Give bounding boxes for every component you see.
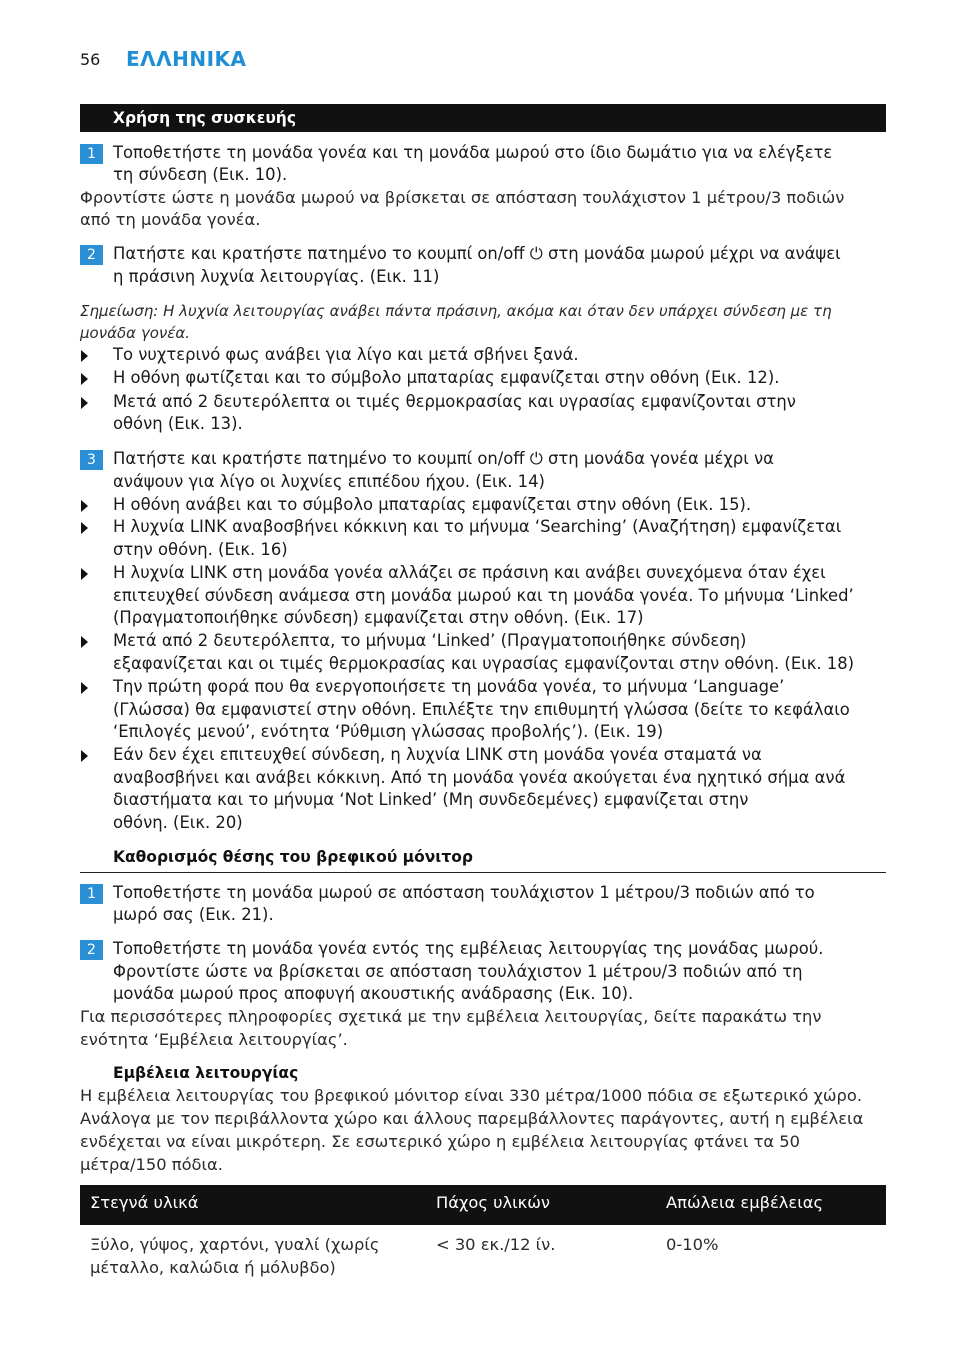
bullet-text-line: ‘Επιλογές μενού’, ενότητα ‘Ρύθμιση γλώσσας προβολής’). (Εικ. 19) xyxy=(113,722,664,741)
bullet-text-line: εξαφανίζεται και οι τιμές θερμοκρασίας και υγρασίας εμφανίζονται στην οθόνη. (Εικ. 18) xyxy=(113,654,855,673)
note-text-line: Φροντίστε ώστε η μονάδα μωρού να βρίσκεται σε απόσταση τουλάχιστον 1 μέτρου/3 ποδιών xyxy=(80,188,845,207)
heading-divider xyxy=(80,872,886,873)
bullet-text-line: (Γλώσσα) θα εμφανιστεί στην οθόνη. Επιλέξτε την επιθυμητή γλώσσα (δείτε το κεφάλαιο xyxy=(113,700,850,719)
bullet-arrow-icon xyxy=(81,522,88,534)
step-number-badge: 3 xyxy=(80,450,103,470)
step-text-line: ανάψουν για λίγο οι λυχνίες επιπέδου ήχου. (Εικ. 14) xyxy=(113,472,545,491)
paragraph-line: μέτρα/150 πόδια. xyxy=(80,1155,223,1174)
step-text-line: Πατήστε και κρατήστε πατημένο το κουμπί on/off ⏻ στη μονάδα γονέα μέχρι να xyxy=(113,449,774,468)
table-cell-thickness: < 30 εκ./12 ίν. xyxy=(436,1235,556,1254)
bullet-text-line: αναβοσβήνει και ανάβει κόκκινη. Από τη μονάδα γονέα ακούγεται ένα ηχητικό σήμα ανά xyxy=(113,768,846,787)
bullet-arrow-icon xyxy=(81,350,88,362)
step-text-line: Φροντίστε ώστε να βρίσκεται σε απόσταση τουλάχιστον 1 μέτρου/3 ποδιών από τη xyxy=(113,962,803,981)
step-text-line: η πράσινη λυχνία λειτουργίας. (Εικ. 11) xyxy=(113,267,440,286)
italic-note-line: Σημείωση: Η λυχνία λειτουργίας ανάβει πάντα πράσινη, ακόμα και όταν δεν υπάρχει σύνδεση με τη xyxy=(80,302,832,320)
step-number-badge: 2 xyxy=(80,245,103,265)
bullet-text-line: Την πρώτη φορά που θα ενεργοποιήσετε τη μονάδα γονέα, το μήνυμα ‘Language’ xyxy=(113,677,785,696)
step-number-badge: 2 xyxy=(80,940,103,960)
column-header-material: Στεγνά υλικά xyxy=(90,1193,199,1212)
step-text-line: Τοποθετήστε τη μονάδα μωρού σε απόσταση τουλάχιστον 1 μέτρου/3 ποδιών από το xyxy=(113,883,815,902)
paragraph-line: ενδέχεται να είναι μικρότερη. Σε εσωτερικό χώρο η εμβέλεια λειτουργίας φτάνει τα 50 xyxy=(80,1132,801,1151)
table-cell-material: Ξύλο, γύψος, χαρτόνι, γυαλί (χωρίς xyxy=(90,1235,380,1254)
bullet-arrow-icon xyxy=(81,373,88,385)
step-number-badge: 1 xyxy=(80,884,103,904)
note-text-line: από τη μονάδα γονέα. xyxy=(80,210,261,229)
bullet-text-line: Το νυχτερινό φως ανάβει για λίγο και μετά σβήνει ξανά. xyxy=(113,345,579,364)
bullet-text-line: Η λυχνία LINK στη μονάδα γονέα αλλάζει σε πράσινη και ανάβει συνεχόμενα όταν έχει xyxy=(113,563,826,582)
bullet-arrow-icon xyxy=(81,500,88,512)
bullet-text-line: (Πραγματοποιήθηκε σύνδεση) εμφανίζεται στην οθόνη. (Εικ. 17) xyxy=(113,608,644,627)
bullet-text-line: Μετά από 2 δευτερόλεπτα οι τιμές θερμοκρασίας και υγρασίας εμφανίζονται στην xyxy=(113,392,796,411)
bullet-text-line: Η οθόνη φωτίζεται και το σύμβολο μπαταρίας εμφανίζεται στην οθόνη (Εικ. 12). xyxy=(113,368,780,387)
bullet-arrow-icon xyxy=(81,397,88,409)
step-text-line: Πατήστε και κρατήστε πατημένο το κουμπί on/off ⏻ στη μονάδα μωρού μέχρι να ανάψει xyxy=(113,244,841,263)
bullet-text-line: Η λυχνία LINK αναβοσβήνει κόκκινη και το μήνυμα ‘Searching’ (Αναζήτηση) εμφανίζεται xyxy=(113,517,842,536)
step-number-badge: 1 xyxy=(80,144,103,164)
section-heading-usage: Χρήση της συσκευής xyxy=(80,104,886,132)
table-cell-material: μέταλλο, καλώδια ή μόλυβδο) xyxy=(90,1258,336,1277)
section-heading-range: Εμβέλεια λειτουργίας xyxy=(113,1064,299,1082)
step-text-line: Τοποθετήστε τη μονάδα γονέα και τη μονάδα μωρού στο ίδιο δωμάτιο για να ελέγξετε xyxy=(113,143,833,162)
bullet-text-line: οθόνη. (Εικ. 20) xyxy=(113,813,243,832)
note-text-line: ενότητα ‘Εμβέλεια λειτουργίας’. xyxy=(80,1030,348,1049)
bullet-text-line: Εάν δεν έχει επιτευχθεί σύνδεση, η λυχνία LINK στη μονάδα γονέα σταματά να xyxy=(113,745,762,764)
column-header-thickness: Πάχος υλικών xyxy=(436,1193,550,1212)
bullet-arrow-icon xyxy=(81,568,88,580)
step-text-line: μονάδα μωρού προς αποφυγή ακουστικής ανάδρασης (Εικ. 10). xyxy=(113,984,634,1003)
bullet-arrow-icon xyxy=(81,750,88,762)
note-text-line: Για περισσότερες πληροφορίες σχετικά με την εμβέλεια λειτουργίας, δείτε παρακάτω την xyxy=(80,1007,822,1026)
bullet-text-line: Μετά από 2 δευτερόλεπτα, το μήνυμα ‘Linked’ (Πραγματοποιήθηκε σύνδεση) xyxy=(113,631,747,650)
step-text-line: τη σύνδεση (Εικ. 10). xyxy=(113,165,288,184)
step-text-line: Τοποθετήστε τη μονάδα γονέα εντός της εμβέλειας λειτουργίας της μονάδας μωρού. xyxy=(113,939,824,958)
bullet-text-line: διαστήματα και το μήνυμα ‘Not Linked’ (Μη συνδεδεμένες) εμφανίζεται στην xyxy=(113,790,749,809)
bullet-arrow-icon xyxy=(81,636,88,648)
page-number: 56 xyxy=(80,50,101,69)
bullet-text-line: οθόνη (Εικ. 13). xyxy=(113,414,243,433)
column-header-loss: Απώλεια εμβέλειας xyxy=(666,1193,824,1212)
bullet-text-line: επιτευχθεί σύνδεση ανάμεσα στη μονάδα μωρού και τη μονάδα γονέα. Το μήνυμα ‘Linked’ xyxy=(113,586,854,605)
paragraph-line: Ανάλογα με τον περιβάλλοντα χώρο και άλλους παρεμβάλλοντες παράγοντες, αυτή η εμβέλεια xyxy=(80,1109,864,1128)
step-text-line: μωρό σας (Εικ. 21). xyxy=(113,905,274,924)
section-heading-placement: Καθορισμός θέσης του βρεφικού μόνιτορ xyxy=(113,848,473,866)
bullet-arrow-icon xyxy=(81,682,88,694)
bullet-text-line: στην οθόνη. (Εικ. 16) xyxy=(113,540,288,559)
table-cell-loss: 0-10% xyxy=(666,1235,719,1254)
table-header xyxy=(80,1185,886,1225)
italic-note-line: μονάδα γονέα. xyxy=(80,324,191,342)
bullet-text-line: Η οθόνη ανάβει και το σύμβολο μπαταρίας εμφανίζεται στην οθόνη (Εικ. 15). xyxy=(113,495,752,514)
language-title: ΕΛΛΗΝΙΚΑ xyxy=(126,47,247,71)
paragraph-line: Η εμβέλεια λειτουργίας του βρεφικού μόνιτορ είναι 330 μέτρα/1000 πόδια σε εξωτερικό χώρο. xyxy=(80,1086,863,1105)
